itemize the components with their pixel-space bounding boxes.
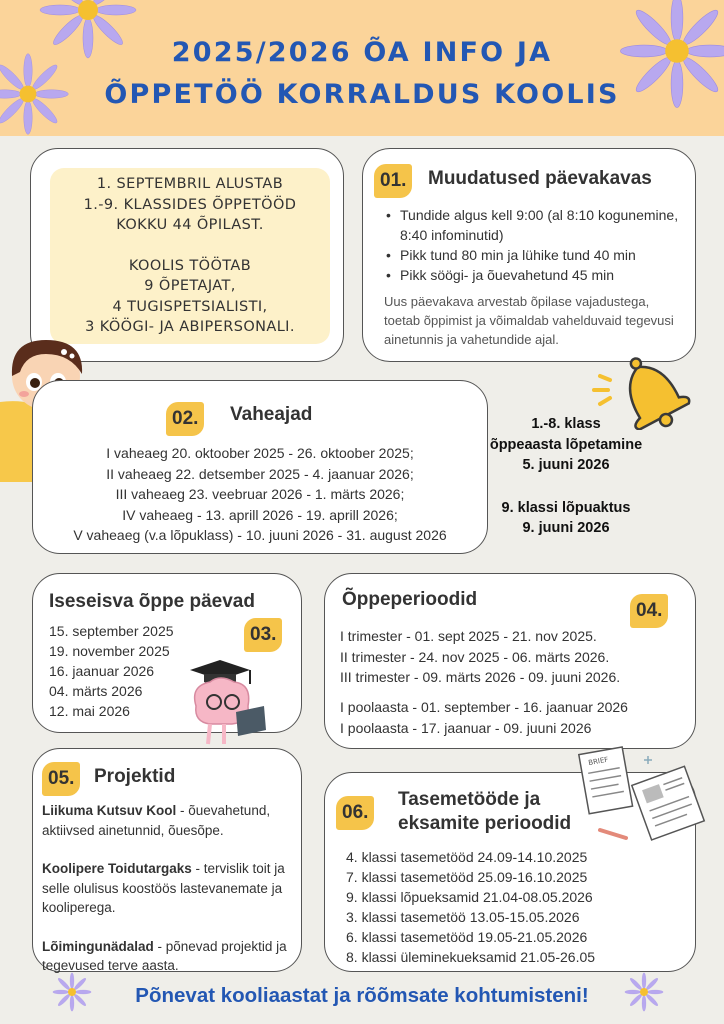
end-line: 5. juuni 2026 bbox=[522, 457, 610, 473]
holiday-line: III vaheaeg 23. veebruar 2026 - 1. märts 2026; bbox=[115, 486, 405, 502]
trimester-line: I trimester - 01. sept 2025 - 21. nov 2025. bbox=[340, 628, 597, 644]
intro-line: 1. SEPTEMBRIL ALUSTAB bbox=[96, 176, 284, 192]
project-name: Liikuma Kutsuv Kool bbox=[42, 803, 177, 818]
title-line-1: 2025/2026 ÕA INFO JA bbox=[171, 37, 553, 68]
exam-line: 4. klassi tasemetööd 24.09-14.10.2025 bbox=[346, 849, 588, 865]
brain-graduate-icon bbox=[180, 656, 276, 746]
bullet-item: • Tundide algus kell 9:00 (al 8:10 kogunemine, 8:40 infominutid) bbox=[384, 205, 680, 245]
project-desc: - põnevad projektid ja tegevused terve aasta. bbox=[42, 938, 287, 973]
title-line: Tasemetööde ja bbox=[398, 789, 541, 810]
section-title-03: Iseseisva õppe päevad bbox=[49, 591, 255, 612]
project-desc: - õuevahetund, aktiivsed ainetunnid, õuesõpe. bbox=[42, 803, 271, 838]
intro-line: 1.-9. KLASSIDES ÕPPETÖÖD bbox=[83, 196, 297, 213]
exam-line: 3. klassi tasemetöö 13.05-15.05.2026 bbox=[346, 909, 580, 925]
project-desc: - tervislik toit ja selle olulisus koostöös lastevanemate ja kooliperega. bbox=[42, 861, 285, 915]
study-date: 12. mai 2026 bbox=[49, 703, 130, 719]
page-title bbox=[0, 32, 724, 116]
end-line: 9. juuni 2026 bbox=[522, 520, 610, 536]
section-title-04: Õppeperioodid bbox=[342, 589, 478, 610]
trimester-line: II trimester - 24. nov 2025 - 06. märts 2026. bbox=[340, 648, 610, 665]
holiday-list bbox=[40, 443, 480, 546]
end-line: õppeaasta lõpetamine bbox=[489, 436, 643, 453]
end-line: 9. klassi lõpuaktus bbox=[501, 499, 631, 516]
documents-icon bbox=[578, 742, 710, 842]
trimester-list bbox=[340, 626, 620, 688]
project-3 bbox=[42, 937, 298, 976]
study-date: 04. märts 2026 bbox=[49, 683, 143, 699]
bullet-item: • Pikk tund 80 min ja lühike tund 40 min bbox=[384, 245, 680, 265]
semester-line: I poolaasta - 17. jaanuar - 09. juuni 2026 bbox=[340, 719, 592, 736]
schedule-note: Uus päevakava arvestab õpilase vajadustega, toetab õppimist ja võimaldab vahelduvaid tegevusi ainetunnis ja vahetundide ajal. bbox=[384, 294, 674, 347]
exam-line: 8. klassi üleminekueksamid 21.05-26.05 bbox=[346, 949, 596, 965]
holiday-line: II vaheaeg 22. detsember 2025 - 4. jaanuar 2026; bbox=[106, 465, 414, 482]
section-title-01: Muudatused päevakavas bbox=[428, 168, 652, 189]
exam-line: 7. klassi tasemetööd 25.09-16.10.2025 bbox=[346, 869, 588, 885]
intro-line: KOKKU 44 ÕPILAST. bbox=[116, 217, 264, 233]
trimester-line: III trimester - 09. märts 2026 - 09. juuni 2026. bbox=[340, 669, 621, 685]
section-number-01: 01. bbox=[374, 164, 412, 198]
section-number-05: 05. bbox=[42, 762, 80, 796]
semester-line: I poolaasta - 01. september - 16. jaanuar 2026 bbox=[340, 699, 628, 715]
section-title-06 bbox=[398, 788, 571, 836]
exam-line: 6. klassi tasemetööd 19.05-21.05.2026 bbox=[346, 929, 588, 945]
footer-greeting: Põnevat kooliaastat ja rõõmsate kohtumisteni! bbox=[135, 984, 589, 1007]
holiday-line: I vaheaeg 20. oktoober 2025 - 26. oktoober 2025; bbox=[106, 445, 414, 461]
holiday-line: V vaheaeg (v.a lõpuklass) - 10. juuni 2026 - 31. august 2026 bbox=[73, 527, 447, 543]
project-1 bbox=[42, 801, 298, 840]
holiday-line: IV vaheaeg - 13. aprill 2026 - 19. aprill 2026; bbox=[122, 506, 398, 523]
project-name: Lõimingunädalad bbox=[42, 938, 154, 954]
intro-line: 9 ÕPETAJAT, bbox=[144, 278, 236, 294]
study-date: 16. jaanuar 2026 bbox=[49, 663, 155, 679]
independent-study-dates bbox=[49, 621, 174, 721]
school-year-end-dates bbox=[478, 414, 654, 539]
projects-list bbox=[42, 801, 298, 976]
schedule-bullets bbox=[384, 205, 680, 285]
section-title-02: Vaheajad bbox=[230, 404, 313, 425]
exam-list bbox=[346, 847, 595, 967]
end-line: 1.-8. klass bbox=[531, 416, 601, 432]
study-date: 15. september 2025 bbox=[49, 623, 174, 639]
intro-line: 3 KÖÖGI- JA ABIPERSONALI. bbox=[85, 319, 295, 335]
project-2 bbox=[42, 859, 298, 918]
intro-line: 4 TUGISPETSIALISTI, bbox=[112, 298, 268, 315]
section-number-04: 04. bbox=[630, 594, 668, 628]
exam-line: 9. klassi lõpueksamid 21.04-08.05.2026 bbox=[346, 889, 593, 905]
brief-label: BRIEF bbox=[587, 755, 609, 768]
semester-list bbox=[340, 697, 628, 738]
intro-text bbox=[50, 168, 330, 344]
title-line-2: ÕPPETÖÖ KORRALDUS KOOLIS bbox=[104, 79, 620, 110]
section-number-02: 02. bbox=[166, 402, 204, 436]
intro-line: KOOLIS TÖÖTAB bbox=[128, 257, 252, 274]
section-number-06: 06. bbox=[336, 796, 374, 830]
project-name: Koolipere Toidutargaks bbox=[42, 861, 192, 876]
section-title-05: Projektid bbox=[94, 766, 176, 787]
bullet-item: • Pikk söögi- ja õuevahetund 45 min bbox=[384, 265, 680, 285]
title-line: eksamite perioodid bbox=[398, 813, 572, 834]
section-number-03: 03. bbox=[244, 618, 282, 652]
study-date: 19. november 2025 bbox=[49, 643, 170, 659]
